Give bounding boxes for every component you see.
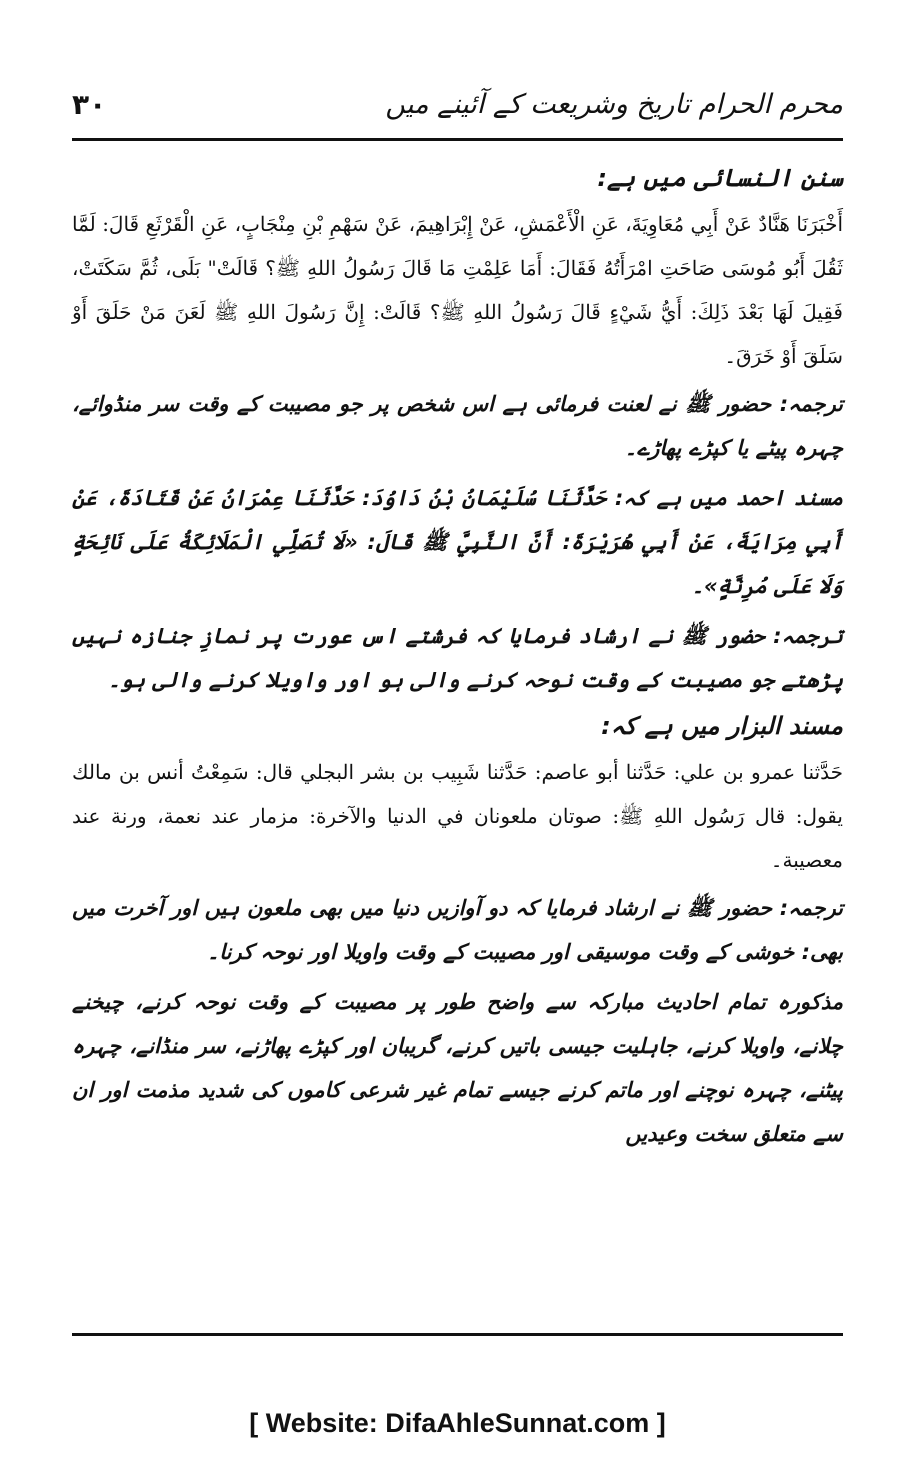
nasai-translation: ترجمہ: حضور ﷺ نے لعنت فرمائی ہے اس شخص پر جو مصیبت کے وقت سر منڈوائے، چہرہ پیٹے یا کپڑے پھاڑے۔ <box>72 392 843 460</box>
bazzar-hadith-arabic: حَدَّثنا عمرو بن علي: حَدَّثنا أبو عاصم: حَدَّثنا شَبِيب بن بشر البجلي قال: سَمِعْتُ أنس بن مالك يقول: قال رَسُول اللهِ ﷺ: صوتان ملعونان في الدنيا والآخرة: مزمار عند نعمة، ورنة عند معصيبة۔ <box>72 760 843 872</box>
footer-rule <box>72 1333 843 1336</box>
bazzar-heading: مسند البزار میں ہے کہ: <box>601 712 843 740</box>
website-footer: [ Website: DifaAhleSunnat.com ] <box>249 1408 666 1438</box>
page-number: ۳۰ <box>72 87 107 121</box>
page-body <box>72 158 843 1162</box>
conclusion-paragraph: مذکورہ تمام احادیث مبارکہ سے واضح طور پر مصیبت کے وقت نوحہ کرنے، چیخنے چلانے، واویلا کرنے، جاہلیت جیسی باتیں کرنے، گریبان اور کپڑے پھاڑنے، سر منڈانے، چہرہ پیٹنے، چہرہ نوچنے اور ماتم کرنے جیسے تمام غیر شرعی کاموں کی شدید مذمت اور ان سے متعلق سخت وعیدیں <box>72 990 843 1146</box>
ahmad-translation: ترجمہ: حضور ﷺ نے ارشاد فرمایا کہ فرشتے اس عورت پر نمازِ جنازہ نہیں پڑھتے جو مصیبت کے وقت نوحہ کرنے والی ہو اور واویلا کرنے والی ہو۔ <box>72 624 843 692</box>
header-rule <box>72 138 843 141</box>
nasai-heading: سنن النسائی میں ہے: <box>597 164 843 192</box>
book-title: محرم الحرام تاریخ وشریعت کے آئینے میں <box>385 88 843 120</box>
ahmad-hadith: مسند احمد میں ہے کہ: حَدَّثَنَا سُلَيْمَانُ بْنُ دَاوُدَ: حَدَّثَنَا عِمْرَانُ عَنْ قَتَادَةَ، عَنْ أَبِي مِرَايَةَ، عَنْ أَبِي هُرَيْرَةَ: أَنَّ النَّبِيَّ ﷺ قَالَ: «لَا تُصَلِّي الْمَلَائِكَةُ عَلَى نَائِحَةٍ وَلَا عَلَى مُرِنَّةٍ»۔ <box>72 486 843 598</box>
bazzar-translation: ترجمہ: حضور ﷺ نے ارشاد فرمایا کہ دو آوازیں دنیا میں بھی ملعون ہیں اور آخرت میں بھی: خوشی کے وقت موسیقی اور مصیبت کے وقت واویلا اور نوحہ کرنا۔ <box>72 896 843 964</box>
nasai-hadith-arabic: أَخْبَرَنَا هَنَّادٌ عَنْ أَبِي مُعَاوِيَةَ، عَنِ الْأَعْمَشِ، عَنْ إِبْرَاهِيمَ، عَنْ سَهْمِ بْنِ مِنْجَابٍ، عَنِ الْقَرْثَعِ قَالَ: لَمَّا ثَقُلَ أَبُو مُوسَى صَاحَتِ امْرَأَتُهُ فَقَالَ: أَمَا عَلِمْتِ مَا قَالَ رَسُولُ اللهِ ﷺ؟ قَالَتْ" بَلَى، ثُمَّ سَكَتَتْ، فَقِيلَ لَهَا بَعْدَ ذَلِكَ: أَيُّ شَيْءٍ قَالَ رَسُولُ اللهِ ﷺ؟ قَالَتْ: إِنَّ رَسُولَ اللهِ ﷺ لَعَنَ مَنْ حَلَقَ أَوْ سَلَقَ أَوْ خَرَقَ۔ <box>72 212 843 368</box>
page-header <box>72 82 843 126</box>
